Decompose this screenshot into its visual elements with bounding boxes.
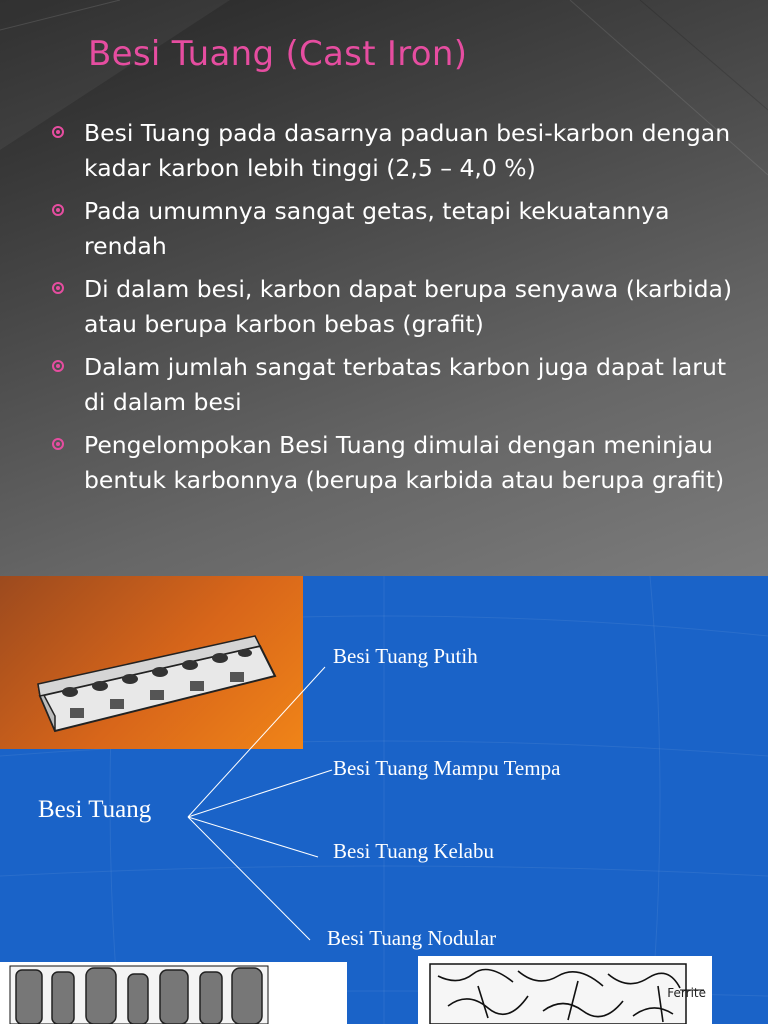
bullet-item [52,116,752,186]
branch-label-mampu-tempa: Besi Tuang Mampu Tempa [333,756,561,780]
bullet-text: Besi Tuang pada dasarnya paduan besi-karbon dengan kadar karbon lebih tinggi (2,5 – 4,0 %) [84,119,731,182]
slide-title: Besi Tuang (Cast Iron) [88,34,468,74]
bullet-ring-icon [52,126,64,138]
bullet-ring-icon [52,282,64,294]
bullet-item [52,272,752,342]
bullet-item [52,350,752,420]
bullet-ring-icon [52,438,64,450]
bullet-item [52,428,752,498]
bullet-ring-icon [52,204,64,216]
white-iron-micrograph-image [0,962,347,1024]
bullet-list [52,116,752,506]
branch-label-kelabu: Besi Tuang Kelabu [333,839,495,863]
bullet-text: Dalam jumlah sangat terbatas karbon juga dapat larut di dalam besi [84,353,727,416]
branch-label-putih: Besi Tuang Putih [333,644,478,668]
bullet-item [52,194,752,264]
root-label: Besi Tuang [38,796,152,823]
bullet-text: Pada umumnya sangat getas, tetapi kekuatannya rendah [84,197,670,260]
micrograph-white-iron [0,962,347,1024]
micrograph-gray-iron [418,956,712,1024]
branch-label-nodular: Besi Tuang Nodular [327,926,497,950]
ferrite-label: Ferrite [667,986,706,1000]
bullet-text: Di dalam besi, karbon dapat berupa senyawa (karbida) atau berupa karbon bebas (grafit) [84,275,733,338]
bullet-ring-icon [52,360,64,372]
bullet-text: Pengelompokan Besi Tuang dimulai dengan meninjau bentuk karbonnya (berupa karbida atau berupa grafit) [84,431,725,494]
slide-bottom [0,576,768,1024]
